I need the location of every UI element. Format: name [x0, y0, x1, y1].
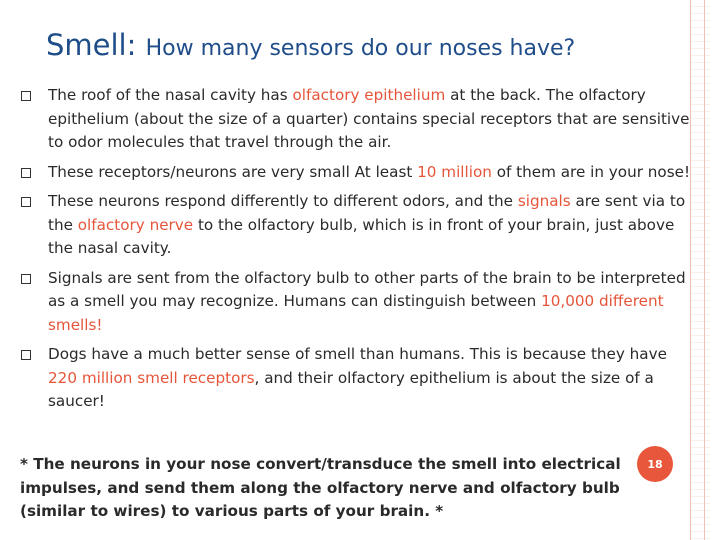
bullet-text: These neurons respond differently to different odors, and the	[48, 192, 518, 210]
bullet-box-icon	[21, 274, 31, 284]
bullet-list	[20, 84, 692, 414]
decorative-border-line	[704, 0, 705, 540]
bullet-text: of them are in your nose!	[491, 162, 691, 181]
bullet-text: These receptors/neurons are very small At least	[48, 162, 418, 181]
highlighted-term: olfactory epithelium	[292, 86, 446, 104]
bullet-text: , and their olfactory epithelium is about the size of a saucer!	[48, 368, 654, 410]
bullet-text: Dogs have a much better sense of smell than humans. This is because they have	[48, 345, 667, 363]
bullet-text: The roof of the nasal cavity has	[48, 86, 293, 104]
highlighted-term: signals	[517, 192, 571, 210]
bullet-box-icon	[21, 350, 31, 360]
bullet-item	[20, 343, 692, 414]
highlighted-term: 10,000 different smells!	[48, 292, 664, 334]
bullet-item	[20, 161, 692, 185]
footer-note: * The neurons in your nose convert/transduce the smell into electrical impulses, and send them along the olfactory nerve and olfactory bulb (similar to wires) to various parts of your brain. *	[20, 455, 621, 520]
bullet-box-icon	[21, 168, 31, 178]
bullet-item	[20, 190, 692, 261]
bullet-text: are sent via to the	[48, 192, 686, 234]
slide-title	[46, 28, 575, 62]
highlighted-term: 220 million smell receptors	[48, 368, 255, 387]
bullet-item	[20, 267, 692, 338]
bullet-box-icon	[21, 197, 31, 207]
highlighted-term: 10 million	[417, 162, 492, 181]
title-main: Smell:	[46, 28, 146, 62]
bullet-box-icon	[21, 91, 31, 101]
decorative-border-pattern	[690, 0, 710, 540]
bullet-text: Signals are sent from the olfactory bulb to other parts of the brain to be interpreted as a smell you may recognize. Humans can distinguish between	[48, 268, 686, 310]
highlighted-term: olfactory nerve	[77, 215, 194, 234]
title-subtitle: How many sensors do our noses have?	[145, 36, 576, 61]
page-number-badge: 18	[637, 446, 673, 482]
bullet-text: to the olfactory bulb, which is in front of your brain, just above the nasal cavity.	[48, 215, 675, 257]
bullet-item	[20, 84, 692, 155]
bullet-text: at the back. The olfactory epithelium (about the size of a quarter) contains special receptors that are sensitive to odor molecules that travel through the air.	[48, 86, 690, 151]
